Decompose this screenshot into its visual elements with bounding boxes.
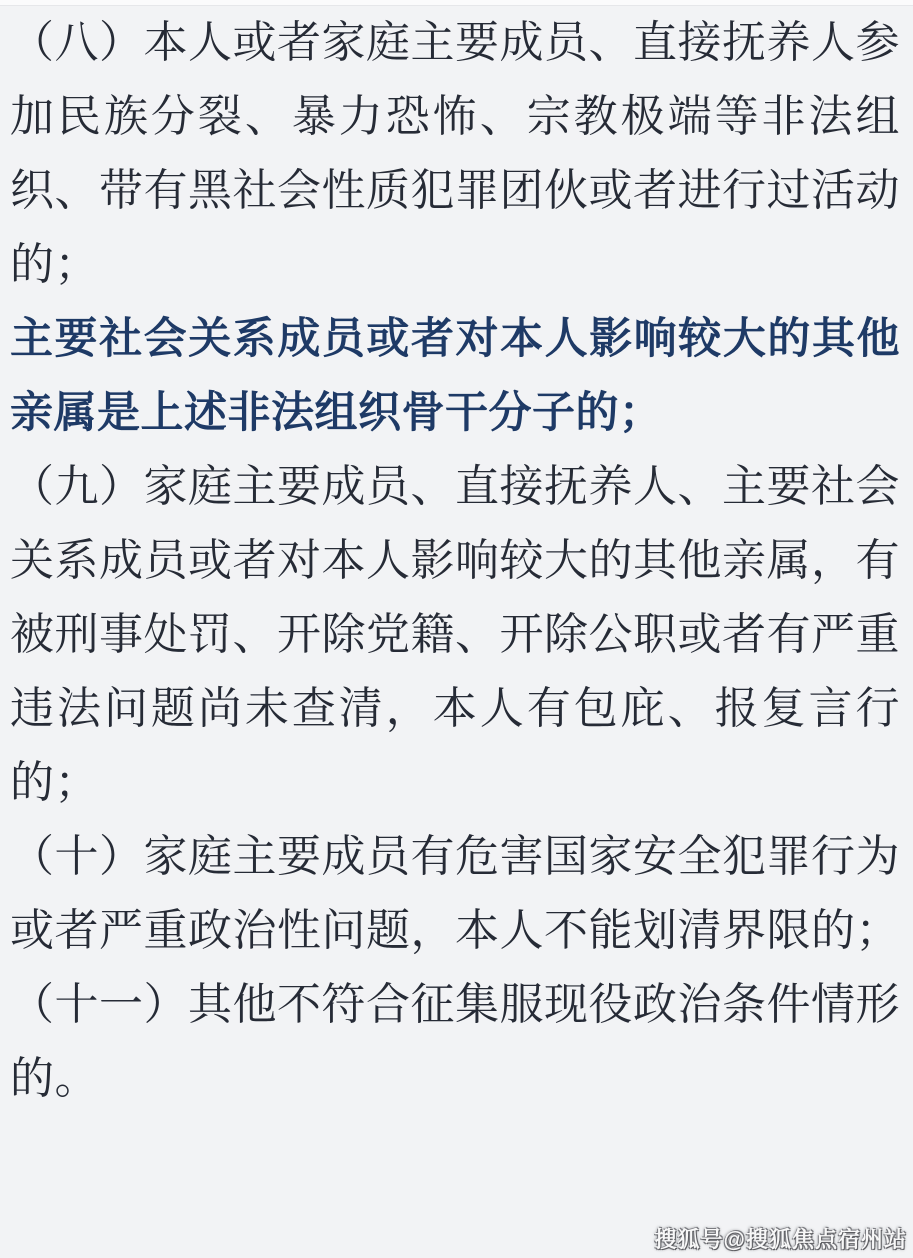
article-body xyxy=(0,6,913,1116)
clause-paragraph-11: （十一）其他不符合征集服现役政治条件情形的。 xyxy=(10,980,900,1103)
sohu-watermark: 搜狐号@搜狐焦点宿州站 xyxy=(654,1227,907,1252)
emphasis-paragraph: 主要社会关系成员或者对本人影响较大的其他亲属是上述非法组织骨干分子的； xyxy=(10,315,900,437)
clause-paragraph-10: （十）家庭主要成员有危害国家安全犯罪行为或者严重政治性问题，本人不能划清界限的； xyxy=(10,832,900,955)
clause-paragraph-9: （九）家庭主要成员、直接抚养人、主要社会关系成员或者对本人影响较大的其他亲属，有被刑事处罚、开除党籍、开除公职或者有严重违法问题尚未查清，本人有包庇、报复言行的； xyxy=(10,462,900,807)
clause-paragraph-8: （八）本人或者家庭主要成员、直接抚养人参加民族分裂、暴力恐怖、宗教极端等非法组织、带有黑社会性质犯罪团伙或者进行过活动的； xyxy=(10,18,900,289)
